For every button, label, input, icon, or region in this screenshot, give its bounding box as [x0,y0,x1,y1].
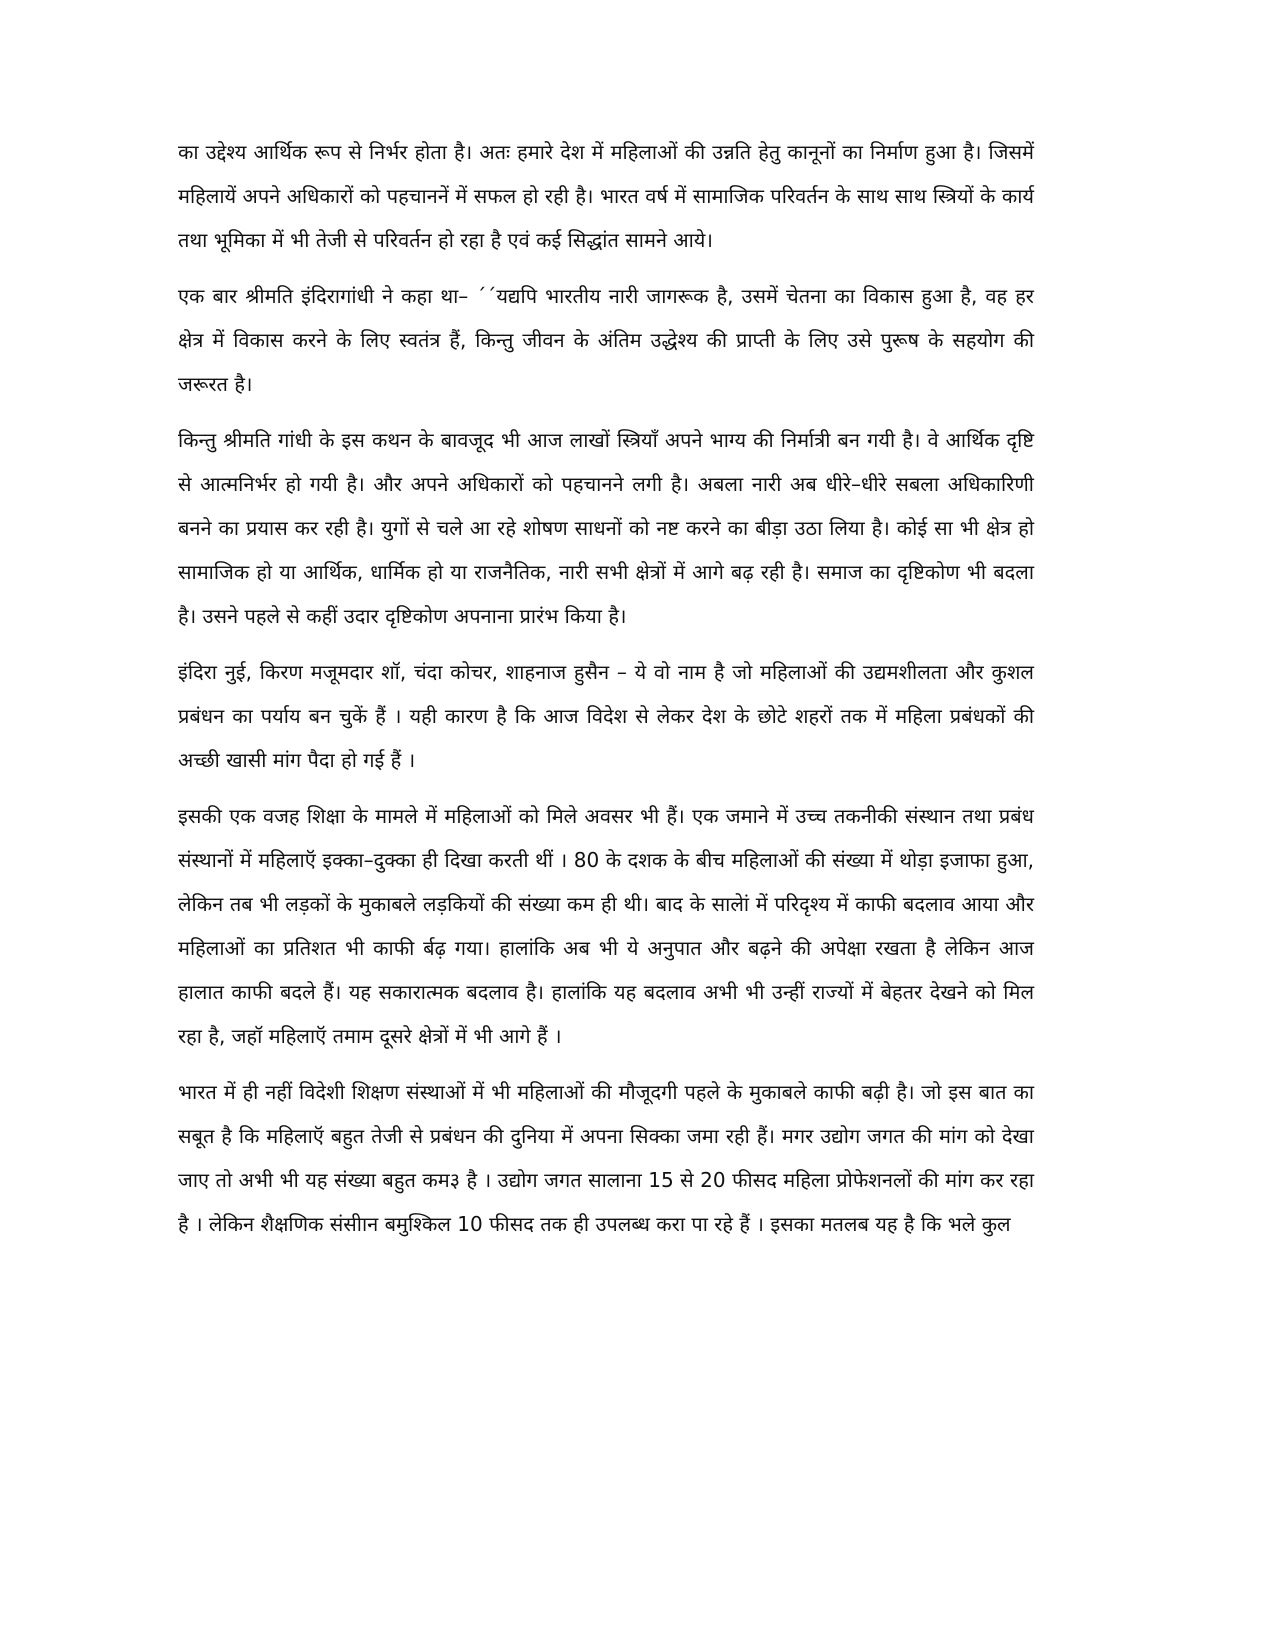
paragraph-5: इसकी एक वजह शिक्षा के मामले में महिलाओं को मिले अवसर भी हैं। एक जमाने में उच्च तकनीकी संस्थान तथा प्रबंध संस्थानों में महिलाऍ इक्का–दुक्का ही दिखा करती थीं । 80 के दशक के बीच महिलाओं की संख्या में थोड़ा इजाफा हुआ, लेकिन तब भी लड़कों के मुकाबले लड़कियों की संख्या कम ही थी। बाद के सालेां में परिदृश्य में काफी बदलाव आया और महिलाओं का प्रतिशत भी काफी र्बढ़ गया। हालांकि अब भी ये अनुपात और बढ़ने की अपेक्षा रखता है लेकिन आज हालात काफी बदले हैं। यह सकारात्मक बदलाव है। हालांकि यह बदलाव अभी भी उन्हीं राज्यों में बेहतर देखने को मिल रहा है, जहॉ महिलाऍ तमाम दूसरे क्षेत्रों में भी आगे हैं । [178,804,1034,1048]
paragraph-6: भारत में ही नहीं विदेशी शिक्षण संस्थाओं में भी महिलाओं की मौजूदगी पहले के मुकाबले काफी बढ़ी है। जो इस बात का सबूत है कि महिलाऍ बहुत तेजी से प्रबंधन की दुनिया में अपना सिक्का जमा रही हैं। मगर उद्योग जगत की मांग को देखा जाए तो अभी भी यह संख्या बहुत कम३ है । उद्योग जगत सालाना 15 से 20 फीसद महिला प्रोफेशनलों की मांग कर रहा है । लेकिन शैक्षणिक संसीान बमुश्किल 10 फीसद तक ही उपलब्ध करा पा रहे हैं । इसका मतलब यह है कि भले कुल [178,1080,1034,1236]
paragraph-2: एक बार श्रीमति इंदिरागांधी ने कहा था– ´´यद्यपि भारतीय नारी जागरूक है, उसमें चेतना का विकास हुआ है, वह हर क्षेत्र में विकास करने के लिए स्वतंत्र हैं, किन्तु जीवन के अंतिम उद्धेश्य की प्राप्ती के लिए उसे पुरूष के सहयोग की जरूरत है। [178,284,1034,396]
paragraph-3: किन्तु श्रीमति गांधी के इस कथन के बावजूद भी आज लाखों स्त्रियाँ अपने भाग्य की निर्मात्री बन गयी है। वे आर्थिक दृष्टि से आत्मनिर्भर हो गयी है। और अपने अधिकारों को पहचानने लगी है। अबला नारी अब धीरे–धीरे सबला अधिकारिणी बनने का प्रयास कर रही है। युगों से चले आ रहे शोषण साधनों को नष्ट करने का बीड़ा उठा लिया है। कोई सा भी क्षेत्र हो सामाजिक हो या आर्थिक, धार्मिक हो या राजनैतिक, नारी सभी क्षेत्रों में आगे बढ़ रही है। समाज का दृष्टिकोण भी बदला है। उसने पहले से कहीं उदार दृष्टिकोण अपनाना प्रारंभ किया है। [178,428,1034,628]
paragraph-4: इंदिरा नुई, किरण मजूमदार शॉ, चंदा कोचर, शाहनाज हुसैन – ये वो नाम है जो महिलाओं की उद्यमशीलता और कुशल प्रबंधन का पर्याय बन चुकें हैं । यही कारण है कि आज विदेश से लेकर देश के छोटे शहरों तक में महिला प्रबंधकों की अच्छी खासी मांग पैदा हो गई हैं । [178,660,1034,772]
paragraph-1: का उद्देश्य आर्थिक रूप से निर्भर होता है। अतः हमारे देश में महिलाओं की उन्नति हेतु कानूनों का निर्माण हुआ है। जिसमें महिलायें अपने अधिकारों को पहचाननें में सफल हो रही है। भारत वर्ष में सामाजिक परिवर्तन के साथ साथ स्त्रियों के कार्य तथा भूमिका में भी तेजी से परिवर्तन हो रहा है एवं कई सिद्धांत सामने आये। [178,140,1034,252]
document-body [178,130,1034,1258]
